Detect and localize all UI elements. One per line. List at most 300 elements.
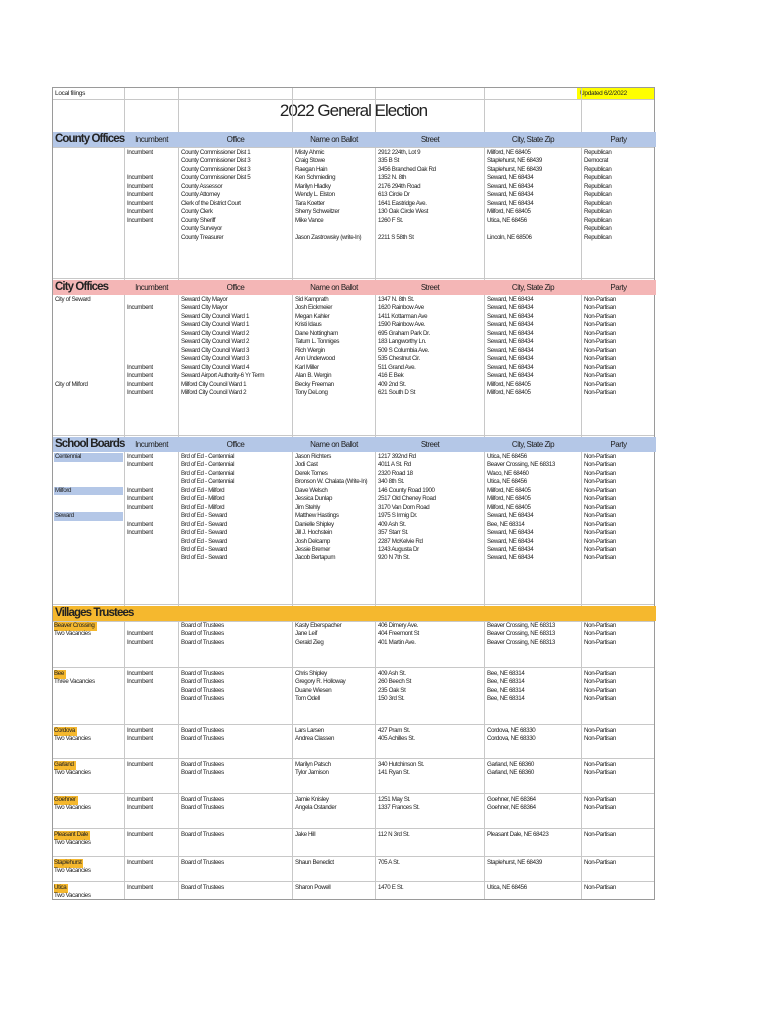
street-cell: 705 A St. [378, 859, 400, 866]
column-header: Incumbent [135, 283, 168, 292]
office-cell: Brd of Ed - Milford [181, 503, 225, 511]
office-cell: Seward City Council Ward 2 [181, 329, 250, 337]
name-cell: Alan B. Wergin [295, 372, 332, 380]
column-header: Office [226, 440, 245, 449]
city-cell: Garland, NE 68360 [487, 761, 535, 768]
incumbent-cell: Incumbent [127, 182, 153, 190]
party-cell: Non-Partisan [584, 545, 616, 553]
street-cell: 235 Oak St [378, 686, 406, 694]
name-cell: Jane Leif [295, 630, 317, 638]
row-divider [53, 147, 654, 148]
office-cell: Brd of Ed - Centennial [181, 461, 235, 469]
party-cell: Non-Partisan [584, 503, 616, 511]
street-cell: 146 County Road 1900 [378, 486, 435, 494]
city-cell: Milford, NE 68405 [487, 495, 531, 503]
incumbent-cell: Incumbent [127, 363, 153, 371]
party-cell: Non-Partisan [584, 304, 616, 312]
name-cell: Jessica Dunlap [295, 495, 333, 503]
group-label: City of Milford [55, 380, 88, 388]
party-cell: Republican [584, 208, 612, 216]
vacancies-label: Two Vacancies [54, 867, 91, 875]
party-cell: Non-Partisan [584, 388, 616, 396]
column-header: Party [610, 283, 627, 292]
city-cell: Seward, NE 68434 [487, 304, 534, 312]
office-cell: County Sheriff [181, 216, 216, 224]
party-cell: Non-Partisan [584, 312, 616, 320]
incumbent-cell: Incumbent [127, 453, 153, 460]
city-cell: Staplehurst, NE 68439 [487, 157, 542, 165]
incumbent-cell: Incumbent [127, 859, 153, 866]
name-cell: Ann Underwood [295, 355, 335, 363]
party-cell: Republican [584, 174, 612, 182]
name-cell: Marilyn Hladky [295, 182, 331, 190]
party-cell: Non-Partisan [584, 630, 616, 638]
city-cell: Cordova, NE 68330 [487, 727, 536, 734]
street-cell: 1260 F St. [378, 216, 404, 224]
name-cell: Bronson W. Chalata (Write-In) [295, 478, 368, 486]
city-cell: Beaver Crossing, NE 68313 [487, 638, 555, 646]
incumbent-cell: Incumbent [127, 670, 153, 677]
street-cell: 1975 S Irmig Dr. [378, 512, 418, 520]
city-cell: Seward, NE 68434 [487, 512, 534, 520]
column-header: Office [226, 135, 245, 144]
grid-vertical-line [178, 88, 179, 899]
city-cell: Seward, NE 68434 [487, 537, 534, 545]
street-cell: 409 Ash St. [378, 670, 406, 677]
city-cell: Bee, NE 68314 [487, 520, 525, 528]
party-cell: Non-Partisan [584, 296, 616, 303]
vacancies-label: Three Vacancies [54, 678, 95, 686]
office-cell: Milford City Council Ward 2 [181, 388, 247, 396]
column-header: City, State Zip [511, 135, 555, 144]
office-cell: Board of Trustees [181, 686, 224, 694]
office-cell: County Commissioner Dist 5 [181, 174, 251, 182]
street-cell: 2912 224th, Lot 9 [378, 149, 421, 156]
column-header: Name on Ballot [310, 135, 358, 144]
city-cell: Seward, NE 68434 [487, 363, 534, 371]
street-cell: 1620 Rainbow Ave [378, 304, 424, 312]
name-cell: Lars Larsen [295, 727, 324, 734]
party-cell: Non-Partisan [584, 355, 616, 363]
office-cell: Brd of Ed - Milford [181, 486, 225, 494]
city-cell: Cordova, NE 68330 [487, 735, 536, 743]
party-cell: Republican [584, 191, 612, 199]
street-cell: 1347 N. 8th St. [378, 296, 415, 303]
city-cell: Seward, NE 68434 [487, 355, 534, 363]
incumbent-cell: Incumbent [127, 503, 153, 511]
office-cell: Board of Trustees [181, 695, 224, 703]
street-cell: 1411 Kottarman Ave [378, 312, 428, 320]
party-cell: Republican [584, 165, 612, 173]
village-name: Utica [54, 884, 67, 891]
name-cell: Jason Richters [295, 453, 332, 460]
village-name: Bee [54, 670, 64, 677]
street-cell: 695 Graham Park Dr. [378, 329, 430, 337]
city-cell: Bee, NE 68314 [487, 695, 525, 703]
party-cell: Republican [584, 149, 612, 156]
city-cell: Seward, NE 68434 [487, 554, 534, 562]
street-cell: 2287 McKelvie Rd [378, 537, 423, 545]
street-cell: 1590 Rainbow Ave. [378, 321, 426, 329]
name-cell: Becky Freeman [295, 380, 334, 388]
office-cell: Brd of Ed - Seward [181, 545, 227, 553]
city-cell: Seward, NE 68434 [487, 199, 534, 207]
incumbent-cell: Incumbent [127, 191, 153, 199]
party-cell: Republican [584, 199, 612, 207]
party-cell: Non-Partisan [584, 638, 616, 646]
page-title: 2022 General Election [279, 101, 428, 120]
street-cell: 404 Freemont St [378, 630, 419, 638]
name-cell: Sharon Powell [295, 884, 331, 891]
party-cell: Non-Partisan [584, 670, 616, 677]
street-cell: 1337 Frances St. [378, 804, 420, 812]
party-cell: Non-Partisan [584, 453, 616, 460]
office-cell: Brd of Ed - Seward [181, 537, 227, 545]
name-cell: Craig Stowe [295, 157, 325, 165]
city-cell: Seward, NE 68434 [487, 191, 534, 199]
party-cell: Non-Partisan [584, 512, 616, 520]
incumbent-cell: Incumbent [127, 461, 153, 469]
party-cell: Non-Partisan [584, 486, 616, 494]
party-cell: Non-Partisan [584, 380, 616, 388]
name-cell: Jim Stehly [295, 503, 321, 511]
incumbent-cell: Incumbent [127, 216, 153, 224]
column-header: City, State Zip [511, 283, 555, 292]
city-cell: Bee, NE 68314 [487, 670, 525, 677]
office-cell: Brd of Ed - Seward [181, 512, 227, 520]
incumbent-cell: Incumbent [127, 520, 153, 528]
column-header: Name on Ballot [310, 283, 358, 292]
city-cell: Goehner, NE 68364 [487, 804, 536, 812]
party-cell: Republican [584, 233, 612, 241]
name-cell: Gregory R. Holloway [295, 678, 346, 686]
column-header: Street [420, 283, 440, 292]
street-cell: 1251 May St. [378, 796, 411, 803]
incumbent-cell: Incumbent [127, 727, 153, 734]
name-cell: Kristi Idaus [295, 321, 322, 329]
vacancies-label: Two Vacancies [54, 769, 91, 777]
vacancies-label: Two Vacancies [54, 630, 91, 638]
street-cell: 416 E Bek [378, 372, 404, 380]
grid-vertical-line [581, 88, 582, 899]
group-label: City of Seward [55, 296, 91, 303]
row-divider [53, 667, 654, 668]
city-cell: Beaver Crossing, NE 68313 [487, 461, 555, 469]
section-title: City Offices [55, 281, 109, 293]
section-title: School Boards [55, 438, 125, 450]
party-cell: Non-Partisan [584, 678, 616, 686]
incumbent-cell: Incumbent [127, 761, 153, 768]
grid-vertical-line [375, 88, 376, 899]
group-label: Seward [54, 512, 123, 521]
office-cell: Board of Trustees [181, 761, 224, 768]
local-filings-label: Local filings [55, 90, 86, 97]
party-cell: Non-Partisan [584, 461, 616, 469]
party-cell: Non-Partisan [584, 520, 616, 528]
office-cell: Board of Trustees [181, 796, 224, 803]
office-cell: Board of Trustees [181, 638, 224, 646]
office-cell: Seward City Council Ward 3 [181, 355, 250, 363]
street-cell: 1217 392nd Rd [378, 453, 416, 460]
section-header [53, 606, 656, 621]
column-header: Office [226, 283, 245, 292]
city-cell: Seward, NE 68434 [487, 529, 534, 537]
office-cell: Brd of Ed - Centennial [181, 469, 235, 477]
incumbent-cell: Incumbent [127, 630, 153, 638]
street-cell: 511 Grand Ave. [378, 363, 416, 371]
office-cell: Seward City Council Ward 3 [181, 346, 250, 354]
column-header: City, State Zip [511, 440, 555, 449]
name-cell: Tony DeLong [295, 388, 328, 396]
name-cell: Tylor Jamison [295, 769, 329, 777]
office-cell: County Assessor [181, 182, 223, 190]
street-cell: 427 Pram St. [378, 727, 410, 734]
street-cell: 406 Dimery Ave. [378, 622, 419, 629]
street-cell: 141 Ryan St. [378, 769, 410, 777]
updated-date: Updated 6/2/2022 [577, 88, 654, 99]
city-cell: Staplehurst, NE 68439 [487, 859, 542, 866]
name-cell: Josh Delcamp [295, 537, 331, 545]
city-cell: Seward, NE 68434 [487, 321, 534, 329]
party-cell: Non-Partisan [584, 372, 616, 380]
name-cell: Andrea Classen [295, 735, 335, 743]
office-cell: County Clerk [181, 208, 213, 216]
street-cell: 2517 Old Cheney Road [378, 495, 436, 503]
name-cell: Sherry Schweitzer [295, 208, 340, 216]
name-cell: Jamie Knisley [295, 796, 329, 803]
city-cell: Seward, NE 68434 [487, 329, 534, 337]
group-label: Centennial [54, 453, 123, 462]
city-cell: Utica, NE 68456 [487, 453, 527, 460]
street-cell: 130 Oak Circle West [378, 208, 428, 216]
name-cell: Mike Vance [295, 216, 324, 224]
office-cell: County Commissioner Dist 1 [181, 149, 251, 156]
city-cell: Waco, NE 68460 [487, 469, 529, 477]
name-cell: Raegan Hain [295, 165, 328, 173]
name-cell: Derek Tomes [295, 469, 328, 477]
office-cell: Brd of Ed - Seward [181, 529, 227, 537]
vacancies-label: Two Vacancies [54, 839, 91, 847]
row-divider [53, 278, 654, 279]
party-cell: Non-Partisan [584, 769, 616, 777]
grid-vertical-line [292, 88, 293, 899]
office-cell: Seward City Mayor [181, 296, 228, 303]
incumbent-cell: Incumbent [127, 372, 153, 380]
party-cell: Non-Partisan [584, 859, 616, 866]
street-cell: 357 Starr St. [378, 529, 409, 537]
section-header [53, 437, 656, 452]
name-cell: Jodi Cast [295, 461, 318, 469]
group-label: Milford [54, 487, 123, 496]
village-name: Cordova [54, 727, 75, 734]
name-cell: Jacob Bertapum [295, 554, 336, 562]
party-cell: Republican [584, 182, 612, 190]
street-cell: 112 N 3rd St. [378, 831, 410, 838]
city-cell: Seward, NE 68434 [487, 372, 534, 380]
office-cell: Board of Trustees [181, 769, 224, 777]
party-cell: Non-Partisan [584, 321, 616, 329]
incumbent-cell: Incumbent [127, 199, 153, 207]
name-cell: Jake Hill [295, 831, 316, 838]
grid-vertical-line [124, 88, 125, 899]
office-cell: Board of Trustees [181, 670, 224, 677]
incumbent-cell: Incumbent [127, 495, 153, 503]
name-cell: Megan Kahler [295, 312, 330, 320]
incumbent-cell: Incumbent [127, 388, 153, 396]
row-divider [53, 828, 654, 829]
incumbent-cell: Incumbent [127, 529, 153, 537]
city-cell: Pleasant Dale, NE 68423 [487, 831, 549, 838]
name-cell: Kasty Eberspacher [295, 622, 342, 629]
name-cell: Tom Odell [295, 695, 320, 703]
city-cell: Staplehurst, NE 68439 [487, 165, 542, 173]
street-cell: 920 N 7th St. [378, 554, 410, 562]
city-cell: Seward, NE 68434 [487, 338, 534, 346]
incumbent-cell: Incumbent [127, 486, 153, 494]
party-cell: Republican [584, 216, 612, 224]
city-cell: Beaver Crossing, NE 68313 [487, 630, 555, 638]
incumbent-cell: Incumbent [127, 884, 153, 891]
party-cell: Non-Partisan [584, 529, 616, 537]
row-divider [53, 793, 654, 794]
name-cell: Tatum L. Tonniges [295, 338, 340, 346]
name-cell: Gerald Zieg [295, 638, 324, 646]
incumbent-cell: Incumbent [127, 735, 153, 743]
street-cell: 535 Chestnut Cir. [378, 355, 420, 363]
grid-horizontal-line [53, 99, 654, 100]
party-cell: Non-Partisan [584, 831, 616, 838]
election-sheet [52, 87, 655, 900]
column-header: Name on Ballot [310, 440, 358, 449]
street-cell: 2211 S 58th St [378, 233, 414, 241]
party-cell: Non-Partisan [584, 469, 616, 477]
street-cell: 335 B St [378, 157, 399, 165]
street-cell: 340 8th St. [378, 478, 405, 486]
street-cell: 1352 N. 8th [378, 174, 407, 182]
street-cell: 340 Hutchinson St. [378, 761, 424, 768]
vacancies-label: Two Vacancies [54, 804, 91, 812]
name-cell: Dane Nottingham [295, 329, 338, 337]
office-cell: Brd of Ed - Centennial [181, 453, 235, 460]
city-cell: Seward, NE 68434 [487, 296, 534, 303]
name-cell: Tara Koetter [295, 199, 325, 207]
vacancies-label: Two Vacancies [54, 892, 91, 900]
city-cell: Seward, NE 68434 [487, 312, 534, 320]
name-cell: Karl Miller [295, 363, 319, 371]
name-cell: Chris Shipley [295, 670, 327, 677]
row-divider [53, 604, 654, 605]
street-cell: 2320 Road 18 [378, 469, 413, 477]
city-cell: Milford, NE 68405 [487, 503, 531, 511]
party-cell: Non-Partisan [584, 695, 616, 703]
party-cell: Non-Partisan [584, 329, 616, 337]
city-cell: Seward, NE 68434 [487, 545, 534, 553]
office-cell: County Commissioner Dist 3 [181, 157, 251, 165]
street-cell: 150 3rd St. [378, 695, 405, 703]
name-cell: Jason Zastrowsky (write-In) [295, 233, 362, 241]
office-cell: Brd of Ed - Milford [181, 495, 225, 503]
city-cell: Seward, NE 68434 [487, 182, 534, 190]
incumbent-cell: Incumbent [127, 796, 153, 803]
party-cell: Non-Partisan [584, 495, 616, 503]
name-cell: Danielle Shipley [295, 520, 334, 528]
name-cell: Ken Schmieding [295, 174, 336, 182]
incumbent-cell: Incumbent [127, 804, 153, 812]
party-cell: Non-Partisan [584, 554, 616, 562]
city-cell: Milford, NE 68405 [487, 208, 531, 216]
city-cell: Milford, NE 68405 [487, 388, 531, 396]
office-cell: Seward City Mayor [181, 304, 228, 312]
incumbent-cell: Incumbent [127, 380, 153, 388]
name-cell: Shaun Benedict [295, 859, 334, 866]
street-cell: 409 Ash St. [378, 520, 406, 528]
street-cell: 2176 294th Road [378, 182, 421, 190]
city-cell: Seward, NE 68434 [487, 346, 534, 354]
column-header: Incumbent [135, 135, 168, 144]
street-cell: 621 South D St [378, 388, 416, 396]
street-cell: 260 Beech St [378, 678, 411, 686]
office-cell: Board of Trustees [181, 884, 224, 891]
office-cell: Seward Airport Authority-6 Yr Term [181, 372, 265, 380]
office-cell: County Attorney [181, 191, 220, 199]
city-cell: Bee, NE 68314 [487, 686, 525, 694]
name-cell: Duane Wiesen [295, 686, 332, 694]
office-cell: County Surveyor [181, 225, 222, 233]
street-cell: 509 S Columbia Ave. [378, 346, 430, 354]
incumbent-cell: Incumbent [127, 678, 153, 686]
office-cell: Brd of Ed - Centennial [181, 478, 235, 486]
row-divider [53, 621, 654, 622]
incumbent-cell: Incumbent [127, 149, 153, 156]
office-cell: Board of Trustees [181, 678, 224, 686]
name-cell: Jill J. Hochstein [295, 529, 333, 537]
city-cell: Utica, NE 68456 [487, 478, 527, 486]
party-cell: Republican [584, 225, 612, 233]
village-name: Beaver Crossing [54, 622, 95, 629]
street-cell: 1641 Eastridge Ave. [378, 199, 427, 207]
incumbent-cell: Incumbent [127, 831, 153, 838]
city-cell: Milford, NE 68405 [487, 380, 531, 388]
name-cell: Marilyn Patsch [295, 761, 331, 768]
city-cell: Bee, NE 68314 [487, 678, 525, 686]
name-cell: Rich Wergin [295, 346, 325, 354]
street-cell: 405 Achilles St. [378, 735, 415, 743]
office-cell: Board of Trustees [181, 727, 224, 734]
street-cell: 613 Circle Dr [378, 191, 410, 199]
office-cell: Seward City Council Ward 4 [181, 363, 250, 371]
office-cell: Seward City Council Ward 1 [181, 312, 250, 320]
name-cell: Matthew Hastings [295, 512, 339, 520]
name-cell: Angela Ostander [295, 804, 337, 812]
city-cell: Garland, NE 68360 [487, 769, 535, 777]
city-cell: Lincoln, NE 68506 [487, 233, 532, 241]
party-cell: Non-Partisan [584, 727, 616, 734]
street-cell: 3456 Branched Oak Rd [378, 165, 436, 173]
row-divider [53, 856, 654, 857]
incumbent-cell: Incumbent [127, 304, 153, 312]
street-cell: 409 2nd St. [378, 380, 406, 388]
name-cell: Misty Ahmic [295, 149, 325, 156]
village-name: Garland [54, 761, 74, 768]
street-cell: 4011 A St. Rd [378, 461, 411, 469]
city-cell: Utica, NE 68456 [487, 216, 527, 224]
city-cell: Beaver Crossing, NE 68313 [487, 622, 555, 629]
party-cell: Non-Partisan [584, 796, 616, 803]
column-header: Party [610, 440, 627, 449]
village-name: Goehner [54, 796, 76, 803]
city-cell: Utica, NE 68456 [487, 884, 527, 891]
street-cell: 1470 E St. [378, 884, 404, 891]
